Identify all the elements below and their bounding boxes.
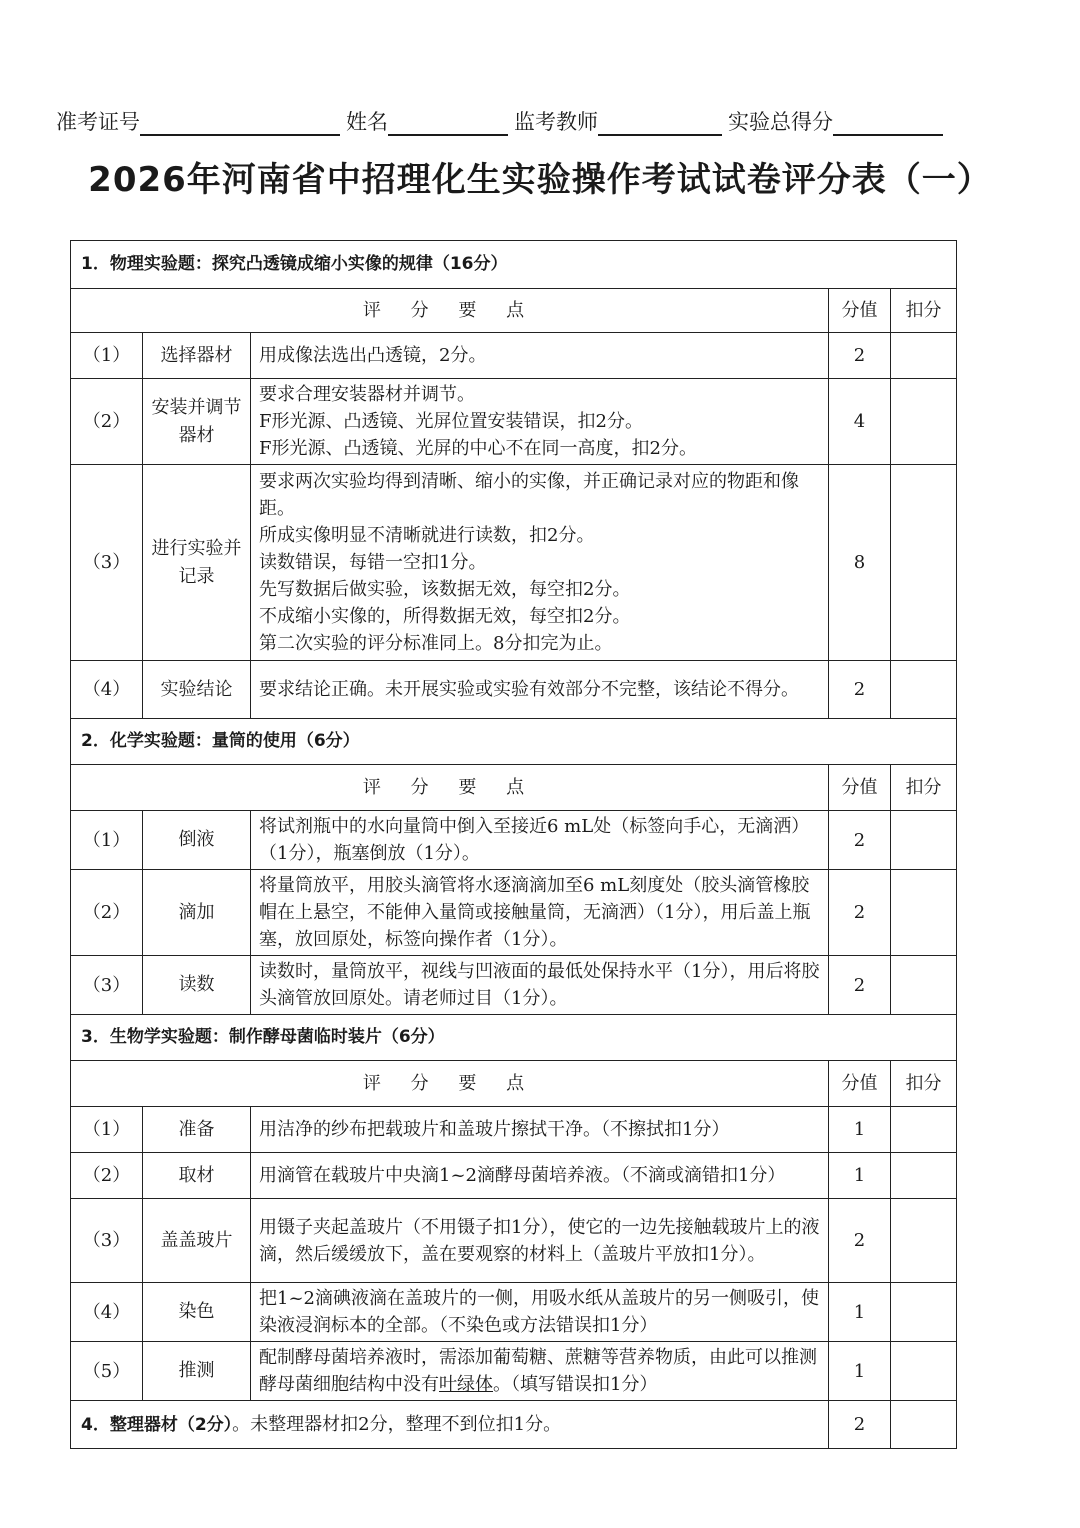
row-number: （3） <box>71 1199 143 1283</box>
table-row <box>71 870 957 956</box>
row-number: （3） <box>71 956 143 1015</box>
row-deduct-cell[interactable] <box>891 870 957 956</box>
row-item: 滴加 <box>143 870 251 956</box>
row-score: 2 <box>829 333 891 379</box>
row-deduct-cell[interactable] <box>891 1199 957 1283</box>
score-header: 分值 <box>829 289 891 333</box>
section-title-row <box>71 719 957 765</box>
row-score: 1 <box>829 1283 891 1342</box>
scoring-table <box>70 240 957 1449</box>
row-criteria: 配制酵母菌培养液时，需添加葡萄糖、蔗糖等营养物质，由此可以推测酵母菌细胞结构中没有叶绿体。（填写错误扣1分） <box>251 1342 829 1401</box>
row-score: 4 <box>829 379 891 465</box>
row-item: 安装并调节器材 <box>143 379 251 465</box>
table-header-row <box>71 1061 957 1107</box>
row-item: 实验结论 <box>143 661 251 719</box>
row-score: 2 <box>829 1401 891 1449</box>
row-criteria: 用成像法选出凸透镜，2分。 <box>251 333 829 379</box>
row-score: 2 <box>829 1199 891 1283</box>
proctor-field[interactable] <box>598 112 722 136</box>
row-score: 2 <box>829 811 891 870</box>
row-item: 进行实验并记录 <box>143 465 251 661</box>
row-deduct-cell[interactable] <box>891 1153 957 1199</box>
row-number: （4） <box>71 661 143 719</box>
row-criteria: 用镊子夹起盖玻片（不用镊子扣1分），使它的一边先接触载玻片上的液滴，然后缓缓放下，盖在要观察的材料上（盖玻片平放扣1分）。 <box>251 1199 829 1283</box>
row-number: （3） <box>71 465 143 661</box>
row-item: 选择器材 <box>143 333 251 379</box>
row-score: 2 <box>829 956 891 1015</box>
table-row <box>71 1283 957 1342</box>
row-criteria: 用洁净的纱布把载玻片和盖玻片擦拭干净。（不擦拭扣1分） <box>251 1107 829 1153</box>
points-header: 评 分 要 点 <box>71 765 829 811</box>
final-title: 4．整理器材（2分） <box>81 1414 233 1435</box>
row-deduct-cell[interactable] <box>891 661 957 719</box>
row-criteria: 将试剂瓶中的水向量筒中倒入至接近6 mL处（标签向手心，无滴洒）（1分），瓶塞倒放（1分）。 <box>251 811 829 870</box>
total-score-label: 实验总得分 <box>728 110 833 134</box>
row-deduct-cell[interactable] <box>891 333 957 379</box>
row-score: 1 <box>829 1153 891 1199</box>
row-item: 读数 <box>143 956 251 1015</box>
row-score: 2 <box>829 661 891 719</box>
row-number: （1） <box>71 333 143 379</box>
exam-id-label: 准考证号 <box>56 110 140 134</box>
row-number: （5） <box>71 1342 143 1401</box>
total-score-field[interactable] <box>833 112 943 136</box>
row-number: （2） <box>71 1153 143 1199</box>
page-title: 2026年河南省中招理化生实验操作考试试卷评分表（一） <box>88 160 992 200</box>
row-criteria: 要求结论正确。未开展实验或实验有效部分不完整，该结论不得分。 <box>251 661 829 719</box>
table-header-row <box>71 765 957 811</box>
table-row <box>71 956 957 1015</box>
row-deduct-cell[interactable] <box>891 379 957 465</box>
row-score: 2 <box>829 870 891 956</box>
table-row <box>71 1342 957 1401</box>
table-row <box>71 465 957 661</box>
deduct-header: 扣分 <box>891 1061 957 1107</box>
candidate-info-line <box>56 106 986 136</box>
row-item: 染色 <box>143 1283 251 1342</box>
table-row <box>71 1199 957 1283</box>
row-deduct-cell[interactable] <box>891 1107 957 1153</box>
section-title: 3．生物学实验题：制作酵母菌临时装片（6分） <box>71 1015 957 1061</box>
row-deduct-cell[interactable] <box>891 1401 957 1449</box>
name-field[interactable] <box>388 112 508 136</box>
table-row <box>71 1107 957 1153</box>
deduct-header: 扣分 <box>891 289 957 333</box>
score-header: 分值 <box>829 765 891 811</box>
section-title-row <box>71 241 957 289</box>
proctor-label: 监考教师 <box>514 110 598 134</box>
row-criteria: 用滴管在载玻片中央滴1~2滴酵母菌培养液。（不滴或滴错扣1分） <box>251 1153 829 1199</box>
row-number: （2） <box>71 870 143 956</box>
answer-blank: 叶绿体 <box>439 1374 493 1395</box>
exam-id-field[interactable] <box>140 112 340 136</box>
section-title: 2．化学实验题：量筒的使用（6分） <box>71 719 957 765</box>
row-number: （2） <box>71 379 143 465</box>
points-header: 评 分 要 点 <box>71 1061 829 1107</box>
section-title-row <box>71 1015 957 1061</box>
deduct-header: 扣分 <box>891 765 957 811</box>
row-deduct-cell[interactable] <box>891 1283 957 1342</box>
row-number: （4） <box>71 1283 143 1342</box>
row-score: 8 <box>829 465 891 661</box>
table-row <box>71 379 957 465</box>
row-number: （1） <box>71 1107 143 1153</box>
row-criteria: 读数时，量筒放平，视线与凹液面的最低处保持水平（1分），用后将胶头滴管放回原处。请老师过目（1分）。 <box>251 956 829 1015</box>
table-row <box>71 1153 957 1199</box>
row-deduct-cell[interactable] <box>891 1342 957 1401</box>
row-criteria: 要求合理安装器材并调节。 F形光源、凸透镜、光屏位置安装错误，扣2分。 F形光源、凸透镜、光屏的中心不在同一高度，扣2分。 <box>251 379 829 465</box>
row-deduct-cell[interactable] <box>891 465 957 661</box>
final-row <box>71 1401 957 1449</box>
row-item: 盖盖玻片 <box>143 1199 251 1283</box>
name-label: 姓名 <box>346 110 388 134</box>
table-header-row <box>71 289 957 333</box>
row-item: 准备 <box>143 1107 251 1153</box>
table-row <box>71 661 957 719</box>
row-criteria: 把1~2滴碘液滴在盖玻片的一侧，用吸水纸从盖玻片的另一侧吸引，使染液浸润标本的全部。（不染色或方法错误扣1分） <box>251 1283 829 1342</box>
row-criteria: 将量筒放平，用胶头滴管将水逐滴滴加至6 mL刻度处（胶头滴管橡胶帽在上悬空，不能伸入量筒或接触量筒，无滴洒）（1分），用后盖上瓶塞，放回原处，标签向操作者（1分）。 <box>251 870 829 956</box>
row-item: 推测 <box>143 1342 251 1401</box>
row-item: 倒液 <box>143 811 251 870</box>
row-score: 1 <box>829 1342 891 1401</box>
score-header: 分值 <box>829 1061 891 1107</box>
row-deduct-cell[interactable] <box>891 956 957 1015</box>
row-item: 取材 <box>143 1153 251 1199</box>
row-number: （1） <box>71 811 143 870</box>
table-row <box>71 333 957 379</box>
final-criteria <box>71 1401 829 1449</box>
row-score: 1 <box>829 1107 891 1153</box>
row-deduct-cell[interactable] <box>891 811 957 870</box>
row-criteria: 要求两次实验均得到清晰、缩小的实像，并正确记录对应的物距和像距。 所成实像明显不清晰就进行读数，扣2分。 读数错误，每错一空扣1分。 先写数据后做实验，该数据无效，每空扣2分。 不成缩小实像的，所得数据无效，每空扣2分。 第二次实验的评分标准同上。8分扣完为止。 <box>251 465 829 661</box>
points-header: 评 分 要 点 <box>71 289 829 333</box>
table-row <box>71 811 957 870</box>
section-title: 1．物理实验题：探究凸透镜成缩小实像的规律（16分） <box>71 241 957 289</box>
final-desc: 。未整理器材扣2分，整理不到位扣1分。 <box>232 1413 562 1435</box>
